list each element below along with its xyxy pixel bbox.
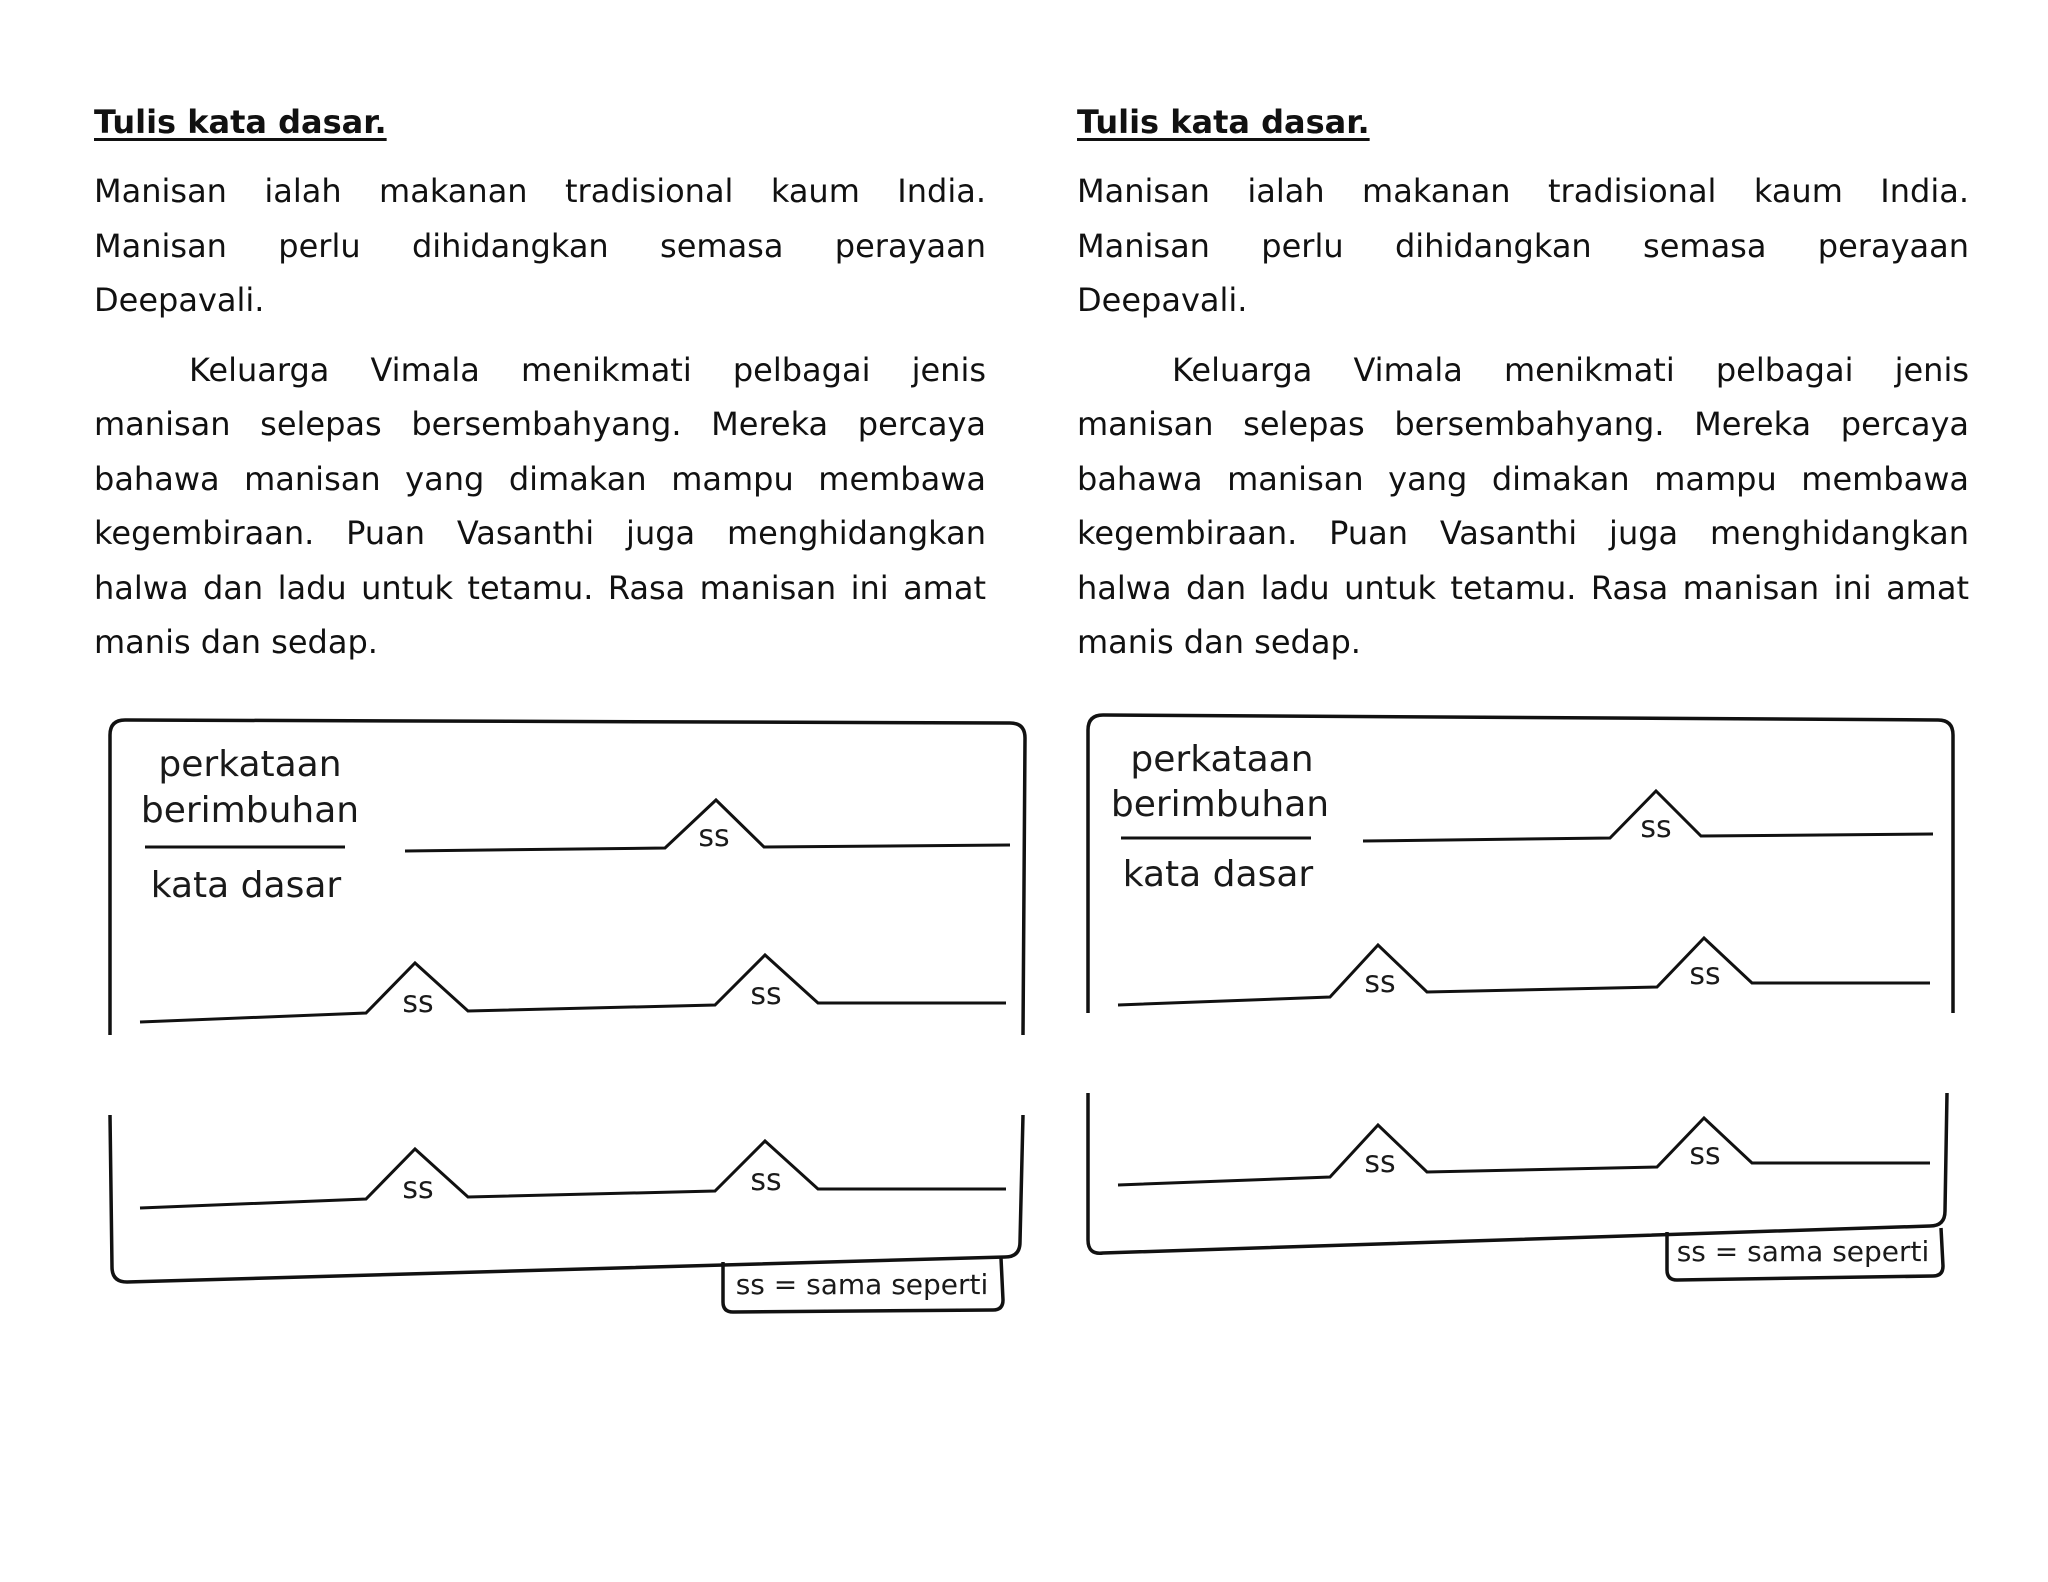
passage-paragraph-2: Keluarga Vimala menikmati pelbagai jenis manisan selepas bersembahyang. Mereka percaya bahawa manisan yang dimakan mampu membawa kegembiraan. Puan Vasanthi juga menghidangkan halwa dan ladu untuk tetamu. Rasa manisan ini amat manis dan sedap. — [1077, 350, 1969, 661]
ss-marker: ss — [750, 1163, 782, 1198]
instruction-heading: Tulis kata dasar. — [94, 103, 387, 141]
instruction-heading: Tulis kata dasar. — [1077, 103, 1370, 141]
ss-marker: ss — [402, 985, 434, 1020]
label-kata-dasar: kata dasar — [150, 865, 342, 906]
ss-marker: ss — [1364, 1145, 1396, 1180]
ss-marker: ss — [402, 1171, 434, 1206]
label-kata-dasar: kata dasar — [1122, 854, 1314, 895]
answer-line[interactable] — [1118, 938, 1930, 1005]
passage-paragraph-1: Manisan ialah makanan tradisional kaum India. Manisan perlu dihidangkan semasa perayaan Deepavali. — [1077, 172, 1969, 319]
ss-marker: ss — [750, 977, 782, 1012]
passage-paragraph-1: Manisan ialah makanan tradisional kaum India. Manisan perlu dihidangkan semasa perayaan Deepavali. — [94, 172, 986, 319]
ss-marker: ss — [1689, 1137, 1721, 1172]
ss-marker: ss — [1689, 957, 1721, 992]
ss-marker: ss — [1364, 965, 1396, 1000]
ss-marker: ss — [698, 819, 730, 854]
label-perkataan: perkataan — [158, 744, 342, 785]
label-berimbuhan: berimbuhan — [1110, 784, 1330, 825]
answer-line[interactable] — [1118, 1118, 1930, 1185]
ss-legend: ss = sama seperti — [1676, 1235, 1930, 1268]
label-perkataan: perkataan — [1130, 739, 1314, 780]
ss-legend: ss = sama seperti — [735, 1268, 989, 1301]
answer-box-frame-bottom — [1088, 1093, 1947, 1253]
passage-paragraph-2: Keluarga Vimala menikmati pelbagai jenis manisan selepas bersembahyang. Mereka percaya bahawa manisan yang dimakan mampu membawa kegembiraan. Puan Vasanthi juga menghidangkan halwa dan ladu untuk tetamu. Rasa manisan ini amat manis dan sedap. — [94, 350, 986, 661]
ss-marker: ss — [1640, 810, 1672, 845]
label-berimbuhan: berimbuhan — [140, 790, 360, 831]
